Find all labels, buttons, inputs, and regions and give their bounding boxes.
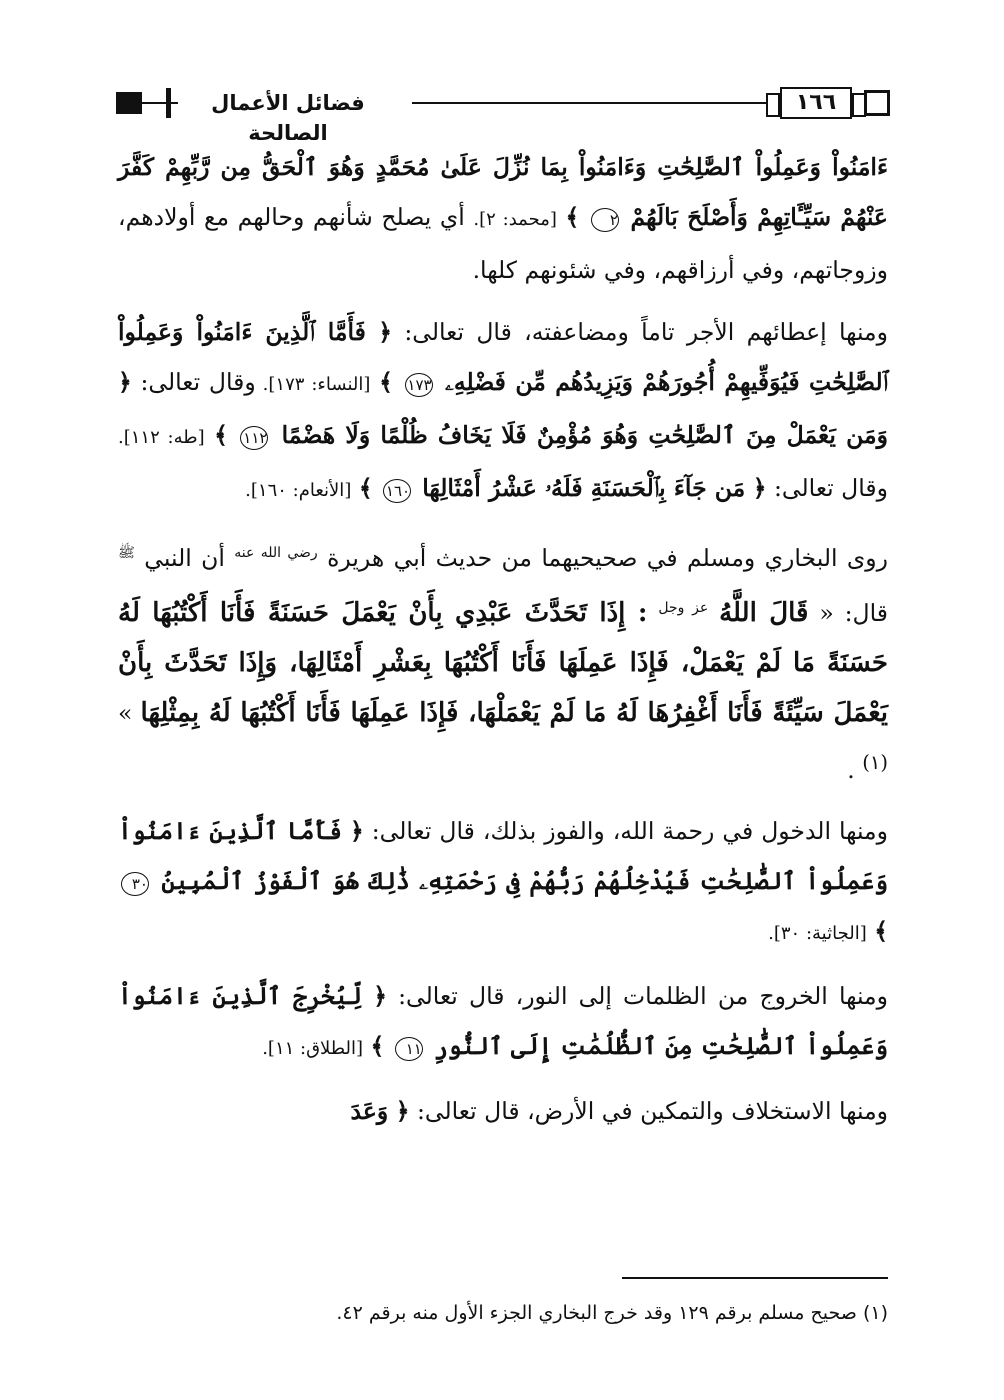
paragraph-text: ومنها الدخول في رحمة الله، والفوز بذلك، قال تعالى: — [363, 817, 888, 846]
verse-bracket: ﴾ — [379, 368, 393, 396]
header-divider — [166, 88, 171, 118]
paragraph-text: أن النبي — [144, 543, 225, 572]
paragraph-text: ومنها الخروج من الظلمات إلى النور، قال تعالى: — [386, 982, 888, 1011]
paragraph-text: ومنها إعطائهم الأجر تاماً ومضاعفته، قال تعالى: — [392, 318, 888, 346]
honorific: عز وجل — [658, 599, 709, 616]
verse-bracket: ﴾ — [358, 474, 373, 502]
honorific: رضي الله عنه — [234, 545, 318, 561]
verse-number: ١١٢ — [240, 426, 268, 450]
paragraph-text: أي يصلح شأنهم وحالهم مع أولادهم، وزوجاتهم، وفي أرزاقهم، وفي شئونهم كلها. — [118, 203, 888, 284]
quran-verse: فَأَمَّا ٱلَّذِينَ ءَامَنُواْ وَعَمِلُواْ ٱلصَّٰلِحَٰتِ فَيُدْخِلُهُمْ رَبُّهُمْ فِى رَحْمَتِهِۦ ذَٰلِكَ هُوَ ٱلْفَوْزُ ٱلْمُبِينُ — [118, 817, 888, 896]
verse-number: ٣٠ — [121, 872, 149, 896]
verse-reference: [النساء: ١٧٣]. — [255, 374, 371, 395]
quote-close: » — [118, 698, 133, 727]
paragraph-text: ومنها الاستخلاف والتمكين في الأرض، قال تعالى: — [409, 1097, 888, 1126]
verse-bracket: ﴾ — [214, 421, 228, 449]
verse-bracket: ﴿ — [373, 982, 387, 1011]
header-rule-middle — [412, 102, 792, 104]
verse-reference: [الأنعام: ١٦٠]. — [245, 480, 352, 501]
hadith-text: قَالَ اللَّهُ — [719, 597, 809, 628]
paragraph-5 — [118, 971, 888, 1074]
honorific: ﷺ — [118, 545, 135, 561]
book-title: فضائل الأعمال الصالحة — [178, 88, 398, 118]
footnote-marker: (١) — [862, 750, 888, 774]
footnote-separator — [622, 1277, 888, 1279]
verse-bracket: ﴿ — [349, 817, 364, 846]
paragraph-4 — [118, 806, 888, 959]
verse-number: ١٦٠ — [383, 479, 411, 503]
paragraph-text: قال: « — [819, 598, 888, 627]
hadith-text: : إِذَا تَحَدَّثَ عَبْدِي بِأَنْ يَعْمَلَ حَسَنَةً فَأَنَا أَكْتُبُهَا لَهُ حَسَنَةً مَا لَمْ يَعْمَلْ، فَإِذَا عَمِلَهَا فَأَنَا أَكْتُبُهَا بِعَشْرِ أَمْثَالِهَا، وَإِذَا تَحَدَّثَ بِأَنْ يَعْمَلَ سَيِّئَةً فَأَنَا أَغْفِرُهَا لَهُ مَا لَمْ يَعْمَلْهَا، فَإِذَا عَمِلَهَا فَأَنَا أَكْتُبُهَا لَهُ بِمِثْلِهَا — [118, 597, 888, 728]
header-square-filled — [116, 92, 142, 114]
verse-number: ١١ — [395, 1037, 423, 1061]
paragraph-text: وقال تعالى: — [131, 368, 256, 396]
paragraph-1 — [118, 142, 888, 295]
verse-bracket: ﴾ — [874, 917, 888, 946]
verse-bracket: ﴿ — [395, 1097, 410, 1126]
verse-reference: [محمد: ٢]. — [473, 209, 557, 230]
verse-reference: [الجاثية: ٣٠]. — [768, 923, 867, 945]
paragraph-2 — [118, 307, 888, 516]
paragraph-3 — [118, 528, 888, 794]
verse-bracket: ﴾ — [370, 1032, 385, 1061]
paragraph-text: روى البخاري ومسلم في صحيحيهما من حديث أبي هريرة — [327, 543, 888, 572]
quran-verse: لِّيُخْرِجَ ٱلَّذِينَ ءَامَنُواْ وَعَمِلُواْ ٱلصَّٰلِحَٰتِ مِنَ ٱلظُّلُمَٰتِ إِلَى ٱلنُّورِ — [118, 982, 888, 1061]
verse-number: ٢ — [591, 208, 619, 232]
footnote: (١) صحيح مسلم برقم ١٢٩ وقد خرج البخاري الجزء الأول منه برقم ٤٢. — [336, 1302, 888, 1324]
verse-reference: [طه: ١١٢]. — [118, 427, 205, 448]
verse-reference: [الطلاق: ١١]. — [262, 1038, 364, 1060]
page-number: ١٦٦ — [780, 87, 852, 119]
quran-verse: فَأَمَّا ٱلَّذِينَ ءَامَنُواْ وَعَمِلُواْ ٱلصَّٰلِحَٰتِ فَيُوَفِّيهِمْ أُجُورَهُمْ وَيَزِيدُهُم مِّن فَضْلِهِۦ — [118, 318, 888, 396]
quran-verse: مَن جَآءَ بِٱلْحَسَنَةِ فَلَهُۥ عَشْرُ أَمْثَالِهَا — [414, 474, 746, 502]
verse-bracket: ﴿ — [752, 474, 767, 502]
verse-bracket: ﴿ — [118, 368, 132, 396]
page-number-frame — [736, 84, 896, 122]
verse-bracket: ﴾ — [565, 203, 580, 231]
quran-verse: وَعَدَ — [350, 1097, 389, 1126]
paragraph-text: . — [847, 755, 855, 784]
page-body — [118, 142, 888, 1148]
paragraph-6 — [118, 1086, 888, 1136]
quran-verse: وَمَن يَعْمَلْ مِنَ ٱلصَّٰلِحَٰتِ وَهُوَ مُؤْمِنٌ فَلَا يَخَافُ ظُلْمًا وَلَا هَضْمًا — [271, 421, 888, 449]
paragraph-text: وقال تعالى: — [766, 474, 888, 502]
page-header — [116, 84, 890, 145]
verse-number: ١٧٣ — [405, 373, 433, 397]
verse-bracket: ﴿ — [378, 318, 392, 346]
quran-verse: ءَامَنُواْ وَعَمِلُواْ ٱلصَّٰلِحَٰتِ وَءَامَنُواْ بِمَا نُزِّلَ عَلَىٰ مُحَمَّدٍ وَهُوَ ٱلْحَقُّ مِن رَّبِّهِمْ كَفَّرَ عَنْهُمْ سَيِّـَٔاتِهِمْ وَأَصْلَحَ بَالَهُمْ — [118, 153, 888, 231]
